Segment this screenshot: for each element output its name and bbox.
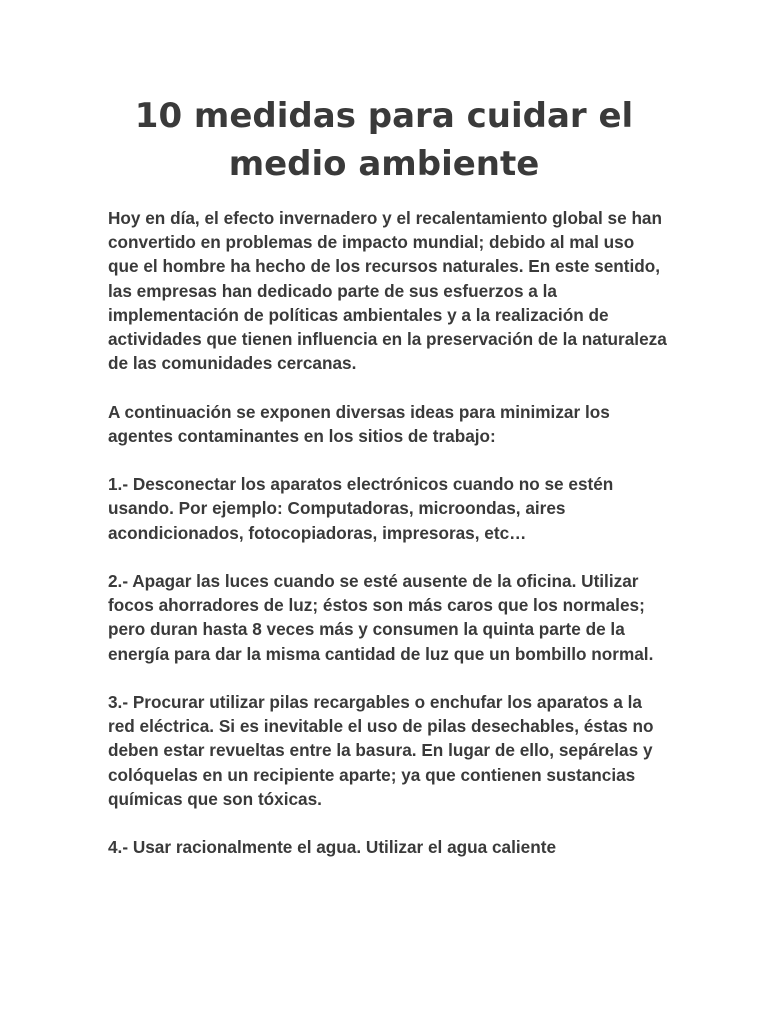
document-body [108,206,668,884]
measure-1-paragraph: 1.- Desconectar los aparatos electrónicos cuando no se estén usando. Por ejemplo: Computadoras, microondas, aires acondicionados, fotocopiadoras, impresoras, etc… [108,474,614,543]
measure-2-paragraph: 2.- Apagar las luces cuando se esté ausente de la oficina. Utilizar focos ahorradores de luz; éstos son más caros que los normales; pero duran hasta 8 veces más y consumen la quinta parte de la energía para dar la misma cantidad de luz que un bombillo normal. [108,571,654,664]
lead-in-paragraph: A continuación se exponen diversas ideas para minimizar los agentes contaminantes en los sitios de trabajo: [108,401,610,446]
document-title: 10 medidas para cuidar el medio ambiente [134,96,634,184]
measure-3-paragraph: 3.- Procurar utilizar pilas recargables o enchufar los aparatos a la red eléctrica. Si es inevitable el uso de pilas desechables, éstas no deben estar revueltas entre la basura. En lugar de ello, sepárelas y colóquelas en un recipiente aparte; ya que contienen sustancias químicas que son tóxicas. [108,692,654,809]
intro-paragraph: Hoy en día, el efecto invernadero y el recalentamiento global se han convertido en problemas de impacto mundial; debido al mal uso que el hombre ha hecho de los recursos naturales. En este sentido, las empresas han dedicado parte de sus esfuerzos a la implementación de políticas ambientales y a la realización de actividades que tienen influencia en la preservación de la naturaleza de las comunidades cercanas. [108,208,667,374]
measure-4-paragraph: 4.- Usar racionalmente el agua. Utilizar el agua caliente [108,837,556,858]
